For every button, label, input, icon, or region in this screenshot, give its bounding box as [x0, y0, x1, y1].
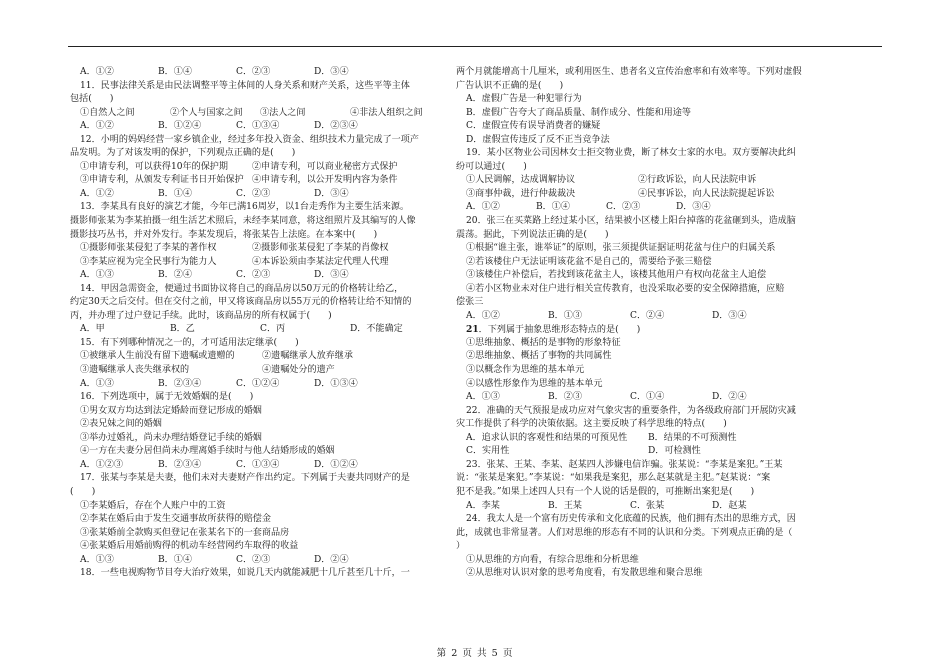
- option: A．①②: [80, 188, 114, 199]
- option: D．③④: [314, 188, 349, 199]
- q24-item: ①从思维的方向看，有综合思维和分析思维: [466, 554, 639, 565]
- option: C．①③④: [236, 121, 280, 132]
- q21-stem: [456, 323, 830, 337]
- q13-items: [70, 242, 444, 256]
- option: C．丙: [260, 324, 286, 335]
- option: D．赵某: [712, 500, 747, 511]
- q21-item: ②思维抽象、概括了事物的共同属性: [466, 351, 612, 362]
- item: ①申请专利，可以获得10年的保护期: [80, 161, 228, 172]
- item: ①摄影师张某侵犯了李某的著作权: [80, 243, 217, 254]
- item: ③遗嘱继承人丧失继承权的: [80, 365, 190, 376]
- q14-stem: 14．甲因急需资金，便通过书面协议将自己的商品房以50万元的价格转让给乙，: [80, 283, 404, 294]
- q24-stem: 此，成就也非常显著。人们对思维的形态有不同的认识和分类。下列观点正确的是（: [456, 527, 793, 538]
- q16-item: ③举办过婚礼，尚未办理结婚登记手续的婚姻: [80, 432, 262, 443]
- q23-stem: 23．张某、王某、李某、赵某四人涉嫌电信诈骗。张某说：“李某是案犯。”王某: [466, 459, 783, 470]
- q19-items: [456, 174, 830, 188]
- option: B．②③④: [158, 459, 202, 470]
- q17-stem: 17．张某与李某是夫妻，他们未对夫妻财产作出约定。下列属于夫妻共同财产的是: [80, 473, 410, 484]
- q12-stem: 品发明。为了对该发明的保护，下列观点正确的是( ): [70, 148, 296, 159]
- option: D．②④: [314, 554, 349, 565]
- option: A．①③: [466, 392, 500, 403]
- item: ③李某应视为完全民事行为能力人: [80, 256, 217, 267]
- q24-item: ②从思维对认识对象的思考角度看，有发散思维和聚合思维: [466, 568, 703, 579]
- page-footer: 第 2 页 共 5 页: [436, 648, 514, 659]
- item: ④非法人组织之间: [350, 107, 423, 118]
- right-column: [456, 66, 830, 581]
- q20-stem: 20．张三在买菜路上经过某小区，结果被小区楼上阳台掉落的花盆砸到头，造成脑: [466, 216, 796, 227]
- q20-item: ④若小区物业未对住户进行相关宣传教育，也没采取必要的安全保障措施，应赔: [466, 283, 785, 294]
- q18-option: A．虚假广告是一种犯罪行为: [466, 94, 582, 105]
- item: ③法人之间: [260, 107, 306, 118]
- option: D．②④: [712, 392, 747, 403]
- q12-options: [70, 188, 444, 202]
- option: A．甲: [80, 324, 105, 335]
- option: B．②③④: [158, 378, 202, 389]
- q20-item: ②若该楼住户无法证明该花盆不是自己的，需要给予张三赔偿: [466, 256, 712, 267]
- item: ④申请专利，以公开发明内容为条件: [252, 175, 398, 186]
- item: ④民事诉讼，向人民法院提起诉讼: [638, 188, 775, 199]
- q21-options: [456, 391, 830, 405]
- q16-item: ②表兄妹之间的婚姻: [80, 419, 162, 430]
- option: B．①②④: [158, 121, 202, 132]
- q17-options: [70, 554, 444, 568]
- option: D．③④: [314, 270, 349, 281]
- option: C．①④: [630, 392, 665, 403]
- q23-stem: 说：“张某是案犯。”李某说：“如果我是案犯，那么赵某就是主犯。”赵某说：“案: [456, 473, 771, 484]
- q13-items: [70, 256, 444, 270]
- option: B．②③: [548, 392, 582, 403]
- q21-item: ④以感性形象作为思维的基本单元: [466, 378, 603, 389]
- option: A．①②: [466, 202, 500, 213]
- option: C．②③: [236, 270, 271, 281]
- option: B．①④: [158, 188, 192, 199]
- q15-items: [70, 364, 444, 378]
- q24-stem: ）: [456, 541, 466, 552]
- q15-stem: 15．有下列哪种情况之一的，才可适用法定继承( ): [80, 337, 299, 348]
- q20-item: ③该楼住户补偿后，若找到该花盆主人，该楼其他用户有权向花盆主人追偿: [466, 270, 767, 281]
- item: ①人民调解，达成调解协议: [466, 175, 576, 186]
- item: ①自然人之间: [80, 107, 135, 118]
- q14-options: [70, 323, 444, 337]
- option: B．①③: [548, 310, 582, 321]
- q10-options: [70, 66, 444, 80]
- q17-item: ③张某婚前全款购买但登记在张某名下的一套商品房: [80, 527, 290, 538]
- q19-items: [456, 188, 830, 202]
- option: A．李某: [466, 500, 500, 511]
- q15-items: [70, 350, 444, 364]
- q11-options: [70, 120, 444, 134]
- q12-items: [70, 174, 444, 188]
- item: ①被继承人生前没有留下遗嘱或遗赠的: [80, 351, 235, 362]
- q17-item: ②李某在婚后由于发生交通事故所获得的赔偿金: [80, 514, 271, 525]
- option: B．②④: [158, 270, 192, 281]
- item: ②摄影师张某侵犯了李某的肖像权: [252, 243, 389, 254]
- q21-item: ①思维抽象、概括的是事物的形象特征: [466, 337, 621, 348]
- item: ②个人与国家之间: [170, 107, 243, 118]
- option: B．结果的不可预测性: [648, 432, 737, 443]
- q11-stem: 11．民事法律关系是由民法调整平等主体间的人身关系和财产关系，这些平等主体: [80, 80, 410, 91]
- option: C．张某: [630, 500, 665, 511]
- option: C．实用性: [466, 446, 510, 457]
- option: A．①②: [80, 67, 114, 77]
- option: A．①②: [80, 121, 114, 132]
- item: ④本诉讼须由李某法定代理人代理: [252, 256, 389, 267]
- option: D．③④: [676, 202, 711, 213]
- q20-item: ①根据“谁主张，谁举证”的原则，张三须提供证据证明花盆与住户的归属关系: [466, 243, 776, 254]
- q24-stem: 24．我太人是一个富有历史传承和文化底蕴的民族，他们拥有杰出的思维方式，因: [466, 514, 796, 525]
- q16-stem: 16．下列选项中，属于无效婚姻的是( ): [80, 392, 254, 403]
- q20-options: [456, 310, 830, 324]
- option: D．可检测性: [648, 446, 701, 457]
- q18-option: C．虚假宣传有误导消费者的嫌疑: [466, 121, 601, 132]
- q18-stem: 两个月就能增高十几厘米，或利用医生、患者名义宣传治愈率和有效率等。下列对虚假: [456, 67, 802, 77]
- option: C．②③: [236, 554, 271, 565]
- q14-stem: 约定30天之后交付。但在交付之前，甲又将该商品房以55万元的价格转让给不知情的: [70, 297, 412, 308]
- q19-options: [456, 201, 830, 215]
- q16-item: ①男女双方均达到法定婚龄而登记形成的婚姻: [80, 405, 262, 416]
- item: ④遗嘱处分的遗产: [262, 365, 335, 376]
- option: D．①②④: [314, 459, 358, 470]
- item: ②行政诉讼，向人民法院申诉: [638, 175, 757, 186]
- q12-items: [70, 161, 444, 175]
- q18-option: D．虚假宣传违反了反不正当竞争法: [466, 134, 610, 145]
- q19-stem: 19．某小区物业公司因林女士拒交物业费，断了林女士家的水电。双方要解决此纠: [466, 148, 796, 159]
- item: ②遗嘱继承人放弃继承: [262, 351, 353, 362]
- option: C．②③: [236, 188, 271, 199]
- option: C．②④: [630, 310, 665, 321]
- left-column: [70, 66, 444, 581]
- q17-item: ④张某婚后用婚前购得的机动车经营网约车取得的收益: [80, 541, 299, 552]
- q20-stem: 震荡。据此，下列说法正确的是( ): [456, 229, 609, 240]
- option: B．①④: [158, 554, 192, 565]
- q22-options: [456, 432, 830, 446]
- q21-item: ③以概念作为思维的基本单元: [466, 365, 585, 376]
- option: A．①③: [80, 270, 114, 281]
- option: B．王某: [548, 500, 582, 511]
- q11-items: [70, 107, 444, 121]
- q23-options: [456, 500, 830, 514]
- q15-options: [70, 378, 444, 392]
- q22-stem: 灾工作提供了科学的决策依据。这主要反映了科学思维的特点( ): [456, 419, 727, 430]
- option: C．②③: [606, 202, 641, 213]
- q11-stem: 包括( ): [70, 94, 114, 105]
- option: B．乙: [170, 324, 195, 335]
- q17-stem: ( ): [70, 486, 96, 497]
- q20-item: 偿张三: [456, 297, 484, 308]
- q22-options: [456, 445, 830, 459]
- header-rule: [68, 46, 882, 47]
- item: ③申请专利，从颁发专利证书日开始保护: [80, 175, 244, 186]
- option: A．①②: [466, 310, 500, 321]
- option: D．③④: [712, 310, 747, 321]
- option: D．③④: [314, 67, 349, 77]
- option: A．追求认识的客观性和结果的可预见性: [466, 432, 628, 443]
- option: C．①③④: [236, 459, 280, 470]
- q16-options: [70, 459, 444, 473]
- q18-stem: 广告认识不正确的是( ): [456, 80, 564, 91]
- q23-stem: 犯不是我。”如果上述四人只有一个人说的话是假的，可推断出案犯是( ): [456, 486, 755, 497]
- item: ②申请专利，可以商业秘密方式保护: [252, 161, 398, 172]
- option: B．①④: [158, 67, 192, 77]
- q18-option: B．虚假广告夸大了商品质量、制作成分、性能和用途等: [466, 107, 691, 118]
- question-number: 21: [466, 324, 479, 336]
- question-text: ．下列属于抽象思维形态特点的是( ): [478, 325, 641, 336]
- option: A．①③: [80, 554, 114, 565]
- q16-item: ④一方在夫妻分居但尚未办理离婚手续时与他人结婚形成的婚姻: [80, 446, 335, 457]
- option: D．②③④: [314, 121, 358, 132]
- q13-options: [70, 269, 444, 283]
- q18-stem: 18．一些电视购物节目夸大治疗效果，如说几天内就能减肥十几斤甚至几十斤，一: [80, 568, 410, 579]
- q13-stem: 摄影师张某为李某拍摄一组生活艺术照后，未经李某同意，将这组照片及其编写的人像: [70, 216, 416, 227]
- item: ③商事仲裁，进行仲裁裁决: [466, 188, 576, 199]
- option: A．①②③: [80, 459, 123, 470]
- option: C．①②④: [236, 378, 280, 389]
- q13-stem: 摄影技巧丛书，并对外发行。李某发现后，将张某告上法庭。在本案中( ): [70, 229, 378, 240]
- q19-stem: 纷可以通过( ): [456, 161, 527, 172]
- option: D．①③④: [314, 378, 358, 389]
- q13-stem: 13．李某具有良好的演艺才能，今年已满16周岁，以1台走秀作为主要生活来源。: [80, 202, 410, 213]
- q14-stem: 丙，并办理了过户登记手续。此时，该商品房的所有权属于( ): [70, 310, 332, 321]
- option: D．不能确定: [350, 324, 403, 335]
- option: A．①③: [80, 378, 114, 389]
- q12-stem: 12．小明的妈妈经营一家乡镇企业，经过多年投入资金、组织技术力量完成了一项产: [80, 134, 419, 145]
- q17-item: ①李某婚后，存在个人账户中的工资: [80, 500, 226, 511]
- q22-stem: 22．准确的天气预报是成功应对气象灾害的重要条件，为各级政府部门开展防灾减: [466, 405, 796, 416]
- option: C．②③: [236, 67, 271, 77]
- option: B．①④: [536, 202, 570, 213]
